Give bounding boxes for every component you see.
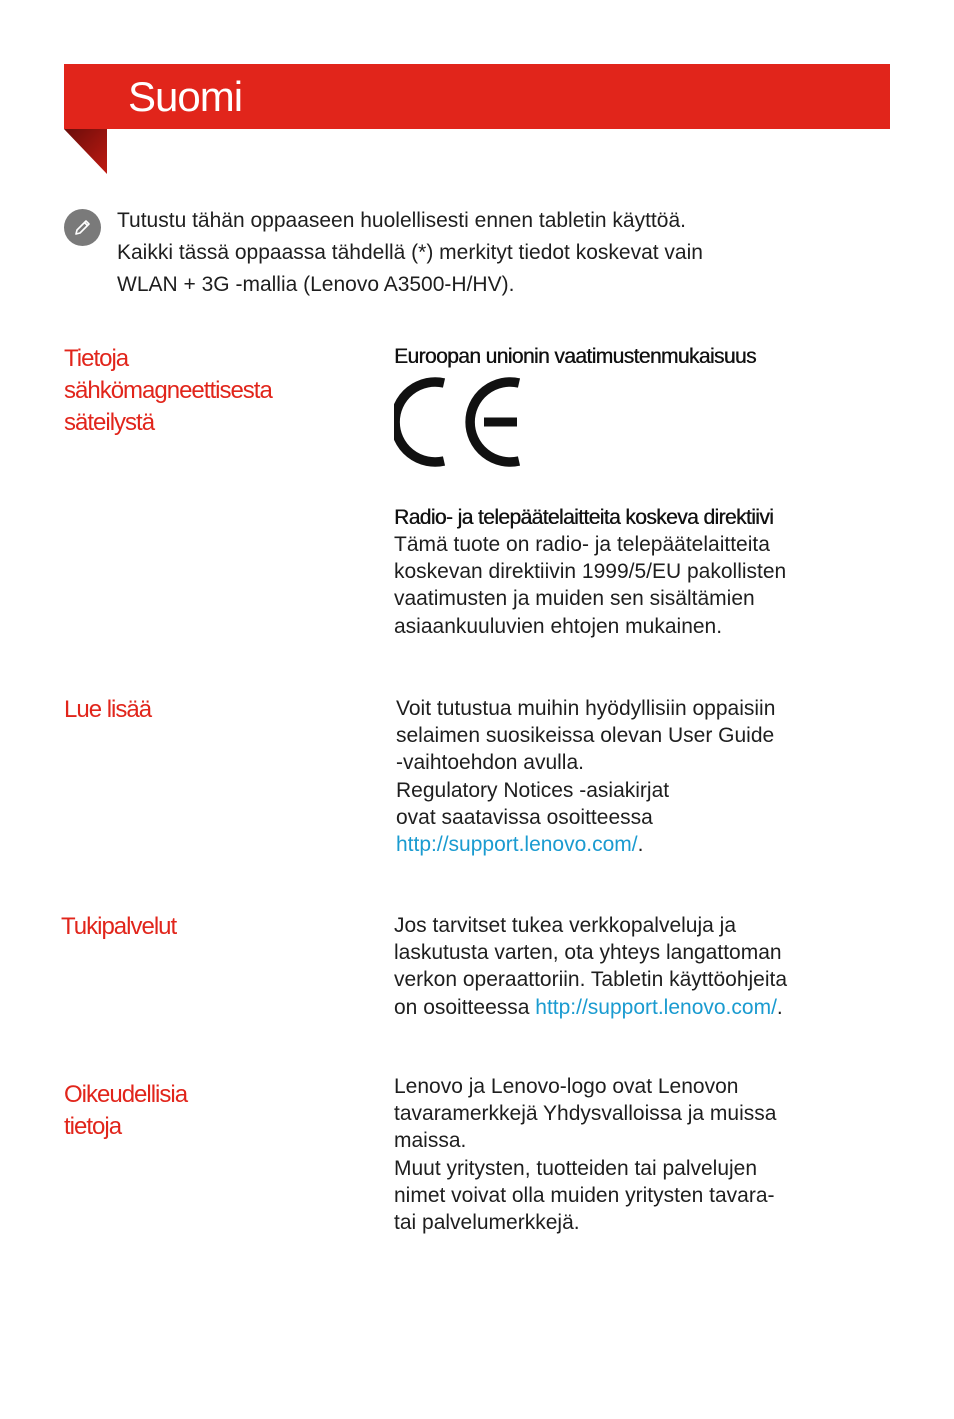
page-title: Suomi	[128, 73, 243, 120]
eu-compliance-heading: Euroopan unionin vaatimustenmukaisuus	[394, 345, 756, 368]
note-line: WLAN + 3G -mallia (Lenovo A3500-H/HV).	[117, 273, 515, 296]
banner-fold-decoration	[64, 129, 107, 174]
section-label-support: Tukipalvelut	[61, 913, 177, 940]
legal-text: Lenovo ja Lenovo-logo ovat Lenovon tavaramerkkejä Yhdysvalloissa ja muissa maissa. Muut yritysten, tuotteiden tai palvelujen nimet voivat olla muiden yritysten tavara- tai palvelumerkkejä.	[394, 1075, 777, 1235]
ce-mark-logo	[394, 377, 522, 467]
section-label-emission: Tietoja sähkömagneettisesta säteilystä	[64, 345, 272, 436]
header-banner	[64, 64, 890, 129]
directive-heading: Radio- ja telepäätelaitteita koskeva direktiivi	[394, 506, 774, 529]
section-label-read-more: Lue lisää	[64, 696, 152, 723]
support-text: Jos tarvitset tukea verkkopalveluja ja laskutusta varten, ota yhteys langattoman verkon operaattoriin. Tabletin käyttöohjeita on osoitteessa http://support.lenovo.com/.	[394, 914, 788, 1019]
note-line: Tutustu tähän oppaaseen huolellisesti ennen tabletin käyttöä.	[117, 209, 686, 232]
support-link[interactable]: http://support.lenovo.com/	[535, 995, 777, 1019]
intro-note	[117, 205, 857, 301]
section-label-legal: Oikeudellisia tietoja	[64, 1081, 188, 1140]
pencil-icon	[64, 209, 101, 246]
directive-text: Tämä tuote on radio- ja telepäätelaitteita koskevan direktiivin 1999/5/EU pakollisten vaatimusten ja muiden sen sisältämien asiaankuuluvien ehtojen mukainen.	[394, 533, 787, 638]
note-line: Kaikki tässä oppaassa tähdellä (*) merkityt tiedot koskevat vain	[117, 241, 703, 264]
support-link[interactable]: http://support.lenovo.com/	[396, 833, 638, 857]
read-more-text: Voit tutustua muihin hyödyllisiin oppaisiin selaimen suosikeissa olevan User Guide -vaihtoehdon avulla. Regulatory Notices -asiakirjat ovat saatavissa osoitteessa http://support.lenovo.com/.	[396, 697, 776, 857]
